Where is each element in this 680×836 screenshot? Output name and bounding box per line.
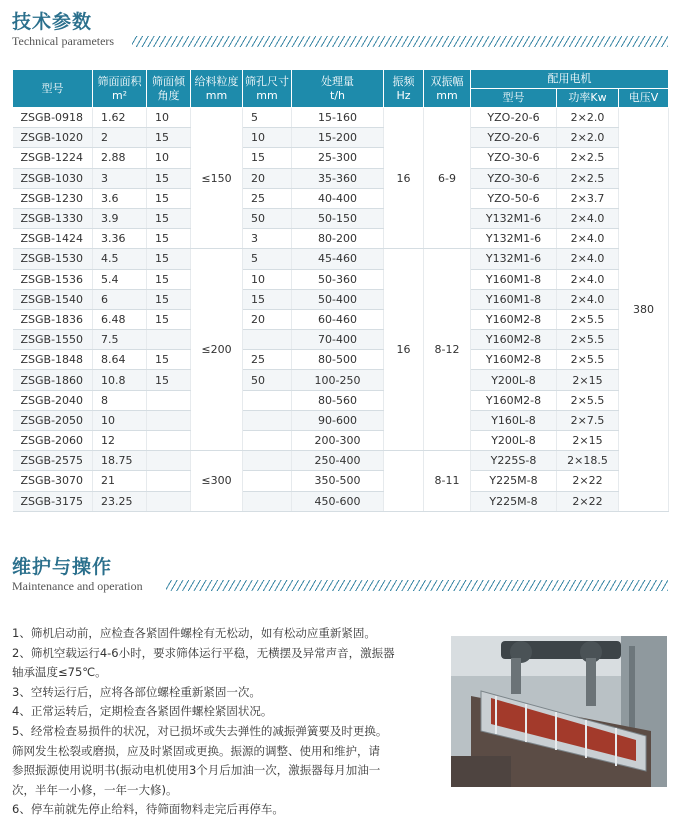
- table-row: [13, 108, 669, 128]
- maintenance-line: 3、空转运行后，应将各部位螺栓重新紧固一次。: [12, 684, 261, 699]
- cell-motor-model: Y132M1-6: [471, 249, 557, 269]
- cell-model: ZSGB-2060: [13, 431, 93, 451]
- cell-area: 10.8: [93, 370, 147, 390]
- cell-model: ZSGB-3070: [13, 471, 93, 491]
- cell-capacity: 90-600: [292, 410, 384, 430]
- cell-hole-size: 50: [243, 370, 292, 390]
- cell-angle: 15: [147, 289, 191, 309]
- table-row: [13, 309, 669, 329]
- cell-feed-size: ≤200: [191, 249, 243, 451]
- table-row: [13, 148, 669, 168]
- cell-angle: 15: [147, 168, 191, 188]
- cell-voltage: 380: [619, 108, 669, 512]
- cell-model: ZSGB-1230: [13, 188, 93, 208]
- cell-model: ZSGB-0918: [13, 108, 93, 128]
- cell-frequency: 16: [384, 249, 424, 451]
- cell-angle: 15: [147, 208, 191, 228]
- header-area: 筛面面积 m²: [93, 70, 147, 108]
- cell-model: ZSGB-1424: [13, 229, 93, 249]
- cell-model: ZSGB-1224: [13, 148, 93, 168]
- table-row: [13, 249, 669, 269]
- cell-motor-model: Y160L-8: [471, 410, 557, 430]
- cell-capacity: 100-250: [292, 370, 384, 390]
- cell-capacity: 80-200: [292, 229, 384, 249]
- cell-hole-size: [243, 410, 292, 430]
- cell-amplitude: 6-9: [424, 108, 471, 249]
- maintenance-line: 1、筛机启动前，应检查各紧固件螺栓有无松动，如有松动应重新紧固。: [12, 626, 376, 640]
- table-row: [13, 451, 669, 471]
- cell-model: ZSGB-3175: [13, 491, 93, 511]
- cell-area: 3.6: [93, 188, 147, 208]
- table-row: [13, 350, 669, 370]
- cell-motor-model: Y225M-8: [471, 491, 557, 511]
- cell-capacity: 80-560: [292, 390, 384, 410]
- cell-motor-model: YZO-50-6: [471, 188, 557, 208]
- cell-area: 6.48: [93, 309, 147, 329]
- table-row: [13, 208, 669, 228]
- table-row: [13, 128, 669, 148]
- decorative-hatch-line: [132, 36, 668, 47]
- header-capacity: 处理量 t/h: [292, 70, 384, 108]
- cell-angle: [147, 451, 191, 471]
- cell-area: 10: [93, 410, 147, 430]
- cell-motor-power: 2×3.7: [557, 188, 619, 208]
- cell-angle: [147, 471, 191, 491]
- table-row: [13, 390, 669, 410]
- cell-motor-power: 2×5.5: [557, 350, 619, 370]
- cell-hole-size: 20: [243, 309, 292, 329]
- section-subtitle-technical: Technical parameters: [12, 34, 115, 48]
- cell-motor-model: YZO-30-6: [471, 148, 557, 168]
- cell-area: 8.64: [93, 350, 147, 370]
- cell-area: 12: [93, 431, 147, 451]
- cell-area: 8: [93, 390, 147, 410]
- table-row: [13, 471, 669, 491]
- header-angle: 筛面倾 角度: [147, 70, 191, 108]
- cell-motor-power: 2×4.0: [557, 229, 619, 249]
- table-row: [13, 269, 669, 289]
- cell-motor-power: 2×15: [557, 370, 619, 390]
- technical-parameters-body: [13, 108, 669, 512]
- cell-capacity: 200-300: [292, 431, 384, 451]
- table-row: [13, 431, 669, 451]
- cell-model: ZSGB-1848: [13, 350, 93, 370]
- cell-area: 1.62: [93, 108, 147, 128]
- cell-capacity: 35-360: [292, 168, 384, 188]
- cell-motor-power: 2×2.5: [557, 168, 619, 188]
- cell-angle: 15: [147, 128, 191, 148]
- cell-motor-power: 2×2.0: [557, 108, 619, 128]
- cell-hole-size: 5: [243, 249, 292, 269]
- cell-angle: 10: [147, 108, 191, 128]
- cell-area: 18.75: [93, 451, 147, 471]
- header-motor: 配用电机: [471, 70, 669, 89]
- cell-area: 7.5: [93, 330, 147, 350]
- header-motor-power: 功率Kw: [557, 89, 619, 108]
- section-subtitle-maintenance: Maintenance and operation: [12, 579, 143, 593]
- header-amplitude: 双振幅 mm: [424, 70, 471, 108]
- cell-motor-model: Y200L-8: [471, 370, 557, 390]
- cell-area: 4.5: [93, 249, 147, 269]
- cell-model: ZSGB-1860: [13, 370, 93, 390]
- cell-frequency: [384, 451, 424, 512]
- cell-area: 2: [93, 128, 147, 148]
- header-motor-model: 型号: [471, 89, 557, 108]
- cell-hole-size: 50: [243, 208, 292, 228]
- table-row: [13, 370, 669, 390]
- cell-capacity: 60-460: [292, 309, 384, 329]
- decorative-hatch-line: [166, 580, 668, 591]
- maintenance-line: 次，半年一小修，一年一大修)。: [12, 782, 178, 797]
- cell-motor-model: Y225S-8: [471, 451, 557, 471]
- cell-motor-power: 2×18.5: [557, 451, 619, 471]
- maintenance-instructions: [12, 624, 442, 820]
- cell-angle: 15: [147, 188, 191, 208]
- cell-area: 5.4: [93, 269, 147, 289]
- cell-capacity: 45-460: [292, 249, 384, 269]
- header-frequency: 振频 Hz: [384, 70, 424, 108]
- maintenance-line: 6、停车前就先停止给料，待筛面物料走完后再停车。: [12, 802, 284, 817]
- cell-model: ZSGB-1020: [13, 128, 93, 148]
- cell-amplitude: 8-11: [424, 451, 471, 512]
- cell-hole-size: 3: [243, 229, 292, 249]
- table-row: [13, 289, 669, 309]
- cell-motor-power: 2×7.5: [557, 410, 619, 430]
- maintenance-line: 筛网发生松裂或磨损，应及时紧固或更换。振源的调整、使用和维护，请: [12, 743, 380, 758]
- cell-hole-size: 10: [243, 269, 292, 289]
- cell-capacity: 15-200: [292, 128, 384, 148]
- cell-motor-power: 2×4.0: [557, 269, 619, 289]
- cell-capacity: 50-150: [292, 208, 384, 228]
- cell-hole-size: [243, 491, 292, 511]
- cell-capacity: 25-300: [292, 148, 384, 168]
- cell-hole-size: 20: [243, 168, 292, 188]
- cell-motor-model: Y160M1-8: [471, 289, 557, 309]
- cell-motor-power: 2×4.0: [557, 208, 619, 228]
- table-row: [13, 229, 669, 249]
- cell-model: ZSGB-2040: [13, 390, 93, 410]
- cell-angle: [147, 410, 191, 430]
- cell-motor-power: 2×5.5: [557, 330, 619, 350]
- section-title-technical: 技术参数: [12, 11, 93, 33]
- table-row: [13, 188, 669, 208]
- cell-hole-size: 15: [243, 289, 292, 309]
- header-motor-voltage: 电压V: [619, 89, 669, 108]
- cell-motor-power: 2×2.5: [557, 148, 619, 168]
- cell-angle: [147, 491, 191, 511]
- cell-motor-model: Y132M1-6: [471, 208, 557, 228]
- cell-motor-model: Y160M1-8: [471, 269, 557, 289]
- cell-area: 23.25: [93, 491, 147, 511]
- cell-amplitude: 8-12: [424, 249, 471, 451]
- cell-angle: [147, 390, 191, 410]
- cell-capacity: 70-400: [292, 330, 384, 350]
- cell-capacity: 40-400: [292, 188, 384, 208]
- header-model: 型号: [13, 70, 93, 108]
- cell-angle: 15: [147, 269, 191, 289]
- cell-angle: 15: [147, 249, 191, 269]
- cell-motor-power: 2×22: [557, 491, 619, 511]
- cell-motor-model: Y225M-8: [471, 471, 557, 491]
- header-hole: 筛孔尺寸 mm: [243, 70, 292, 108]
- cell-angle: 10: [147, 148, 191, 168]
- header-feed: 给料粒度 mm: [191, 70, 243, 108]
- table-row: [13, 410, 669, 430]
- cell-angle: [147, 330, 191, 350]
- cell-capacity: 15-160: [292, 108, 384, 128]
- cell-angle: [147, 431, 191, 451]
- cell-model: ZSGB-1530: [13, 249, 93, 269]
- maintenance-line: 参照振源使用说明书(振动电机使用3个月后加油一次，激振器每月加油一: [12, 763, 381, 778]
- cell-motor-power: 2×5.5: [557, 390, 619, 410]
- cell-capacity: 450-600: [292, 491, 384, 511]
- cell-feed-size: ≤150: [191, 108, 243, 249]
- cell-hole-size: [243, 471, 292, 491]
- cell-area: 21: [93, 471, 147, 491]
- technical-parameters-table: [12, 69, 669, 512]
- cell-feed-size: ≤300: [191, 451, 243, 512]
- cell-motor-model: Y160M2-8: [471, 390, 557, 410]
- cell-motor-model: YZO-20-6: [471, 108, 557, 128]
- cell-capacity: 250-400: [292, 451, 384, 471]
- maintenance-line: 4、正常运转后，定期检查各紧固件螺栓紧固状况。: [12, 704, 273, 719]
- cell-hole-size: [243, 451, 292, 471]
- cell-angle: 15: [147, 350, 191, 370]
- table-row: [13, 168, 669, 188]
- cell-area: 3.9: [93, 208, 147, 228]
- cell-hole-size: [243, 431, 292, 451]
- cell-model: ZSGB-2050: [13, 410, 93, 430]
- cell-area: 6: [93, 289, 147, 309]
- cell-model: ZSGB-1540: [13, 289, 93, 309]
- cell-motor-model: Y160M2-8: [471, 309, 557, 329]
- maintenance-line: 轴承温度≤75℃。: [12, 665, 107, 680]
- cell-model: ZSGB-1536: [13, 269, 93, 289]
- cell-hole-size: 25: [243, 350, 292, 370]
- cell-model: ZSGB-2575: [13, 451, 93, 471]
- cell-motor-model: YZO-20-6: [471, 128, 557, 148]
- cell-hole-size: 15: [243, 148, 292, 168]
- cell-hole-size: 25: [243, 188, 292, 208]
- cell-motor-power: 2×15: [557, 431, 619, 451]
- cell-angle: 15: [147, 309, 191, 329]
- cell-hole-size: [243, 390, 292, 410]
- cell-motor-power: 2×5.5: [557, 309, 619, 329]
- vibrating-screen-photo: [451, 636, 667, 787]
- cell-hole-size: 5: [243, 108, 292, 128]
- cell-model: ZSGB-1330: [13, 208, 93, 228]
- maintenance-line: 2、筛机空载运行4-6小时，要求筛体运行平稳，无横摆及异常声音，激振器: [12, 645, 395, 660]
- cell-angle: 15: [147, 370, 191, 390]
- cell-motor-model: Y160M2-8: [471, 330, 557, 350]
- cell-frequency: 16: [384, 108, 424, 249]
- maintenance-line: 5、经常检查易损件的状况，对已损坏或失去弹性的减振弹簧要及时更换。: [12, 723, 388, 738]
- section-title-maintenance: 维护与操作: [12, 556, 113, 578]
- cell-area: 3.36: [93, 229, 147, 249]
- cell-area: 2.88: [93, 148, 147, 168]
- cell-model: ZSGB-1550: [13, 330, 93, 350]
- cell-motor-model: Y160M2-8: [471, 350, 557, 370]
- cell-motor-power: 2×22: [557, 471, 619, 491]
- cell-motor-model: YZO-30-6: [471, 168, 557, 188]
- cell-motor-power: 2×2.0: [557, 128, 619, 148]
- cell-capacity: 50-360: [292, 269, 384, 289]
- cell-model: ZSGB-1836: [13, 309, 93, 329]
- cell-capacity: 50-400: [292, 289, 384, 309]
- cell-capacity: 80-500: [292, 350, 384, 370]
- cell-hole-size: 10: [243, 128, 292, 148]
- cell-hole-size: [243, 330, 292, 350]
- cell-capacity: 350-500: [292, 471, 384, 491]
- cell-area: 3: [93, 168, 147, 188]
- cell-motor-model: Y200L-8: [471, 431, 557, 451]
- cell-angle: 15: [147, 229, 191, 249]
- cell-motor-power: 2×4.0: [557, 249, 619, 269]
- cell-motor-power: 2×4.0: [557, 289, 619, 309]
- cell-motor-model: Y132M1-6: [471, 229, 557, 249]
- table-row: [13, 330, 669, 350]
- cell-model: ZSGB-1030: [13, 168, 93, 188]
- table-row: [13, 491, 669, 511]
